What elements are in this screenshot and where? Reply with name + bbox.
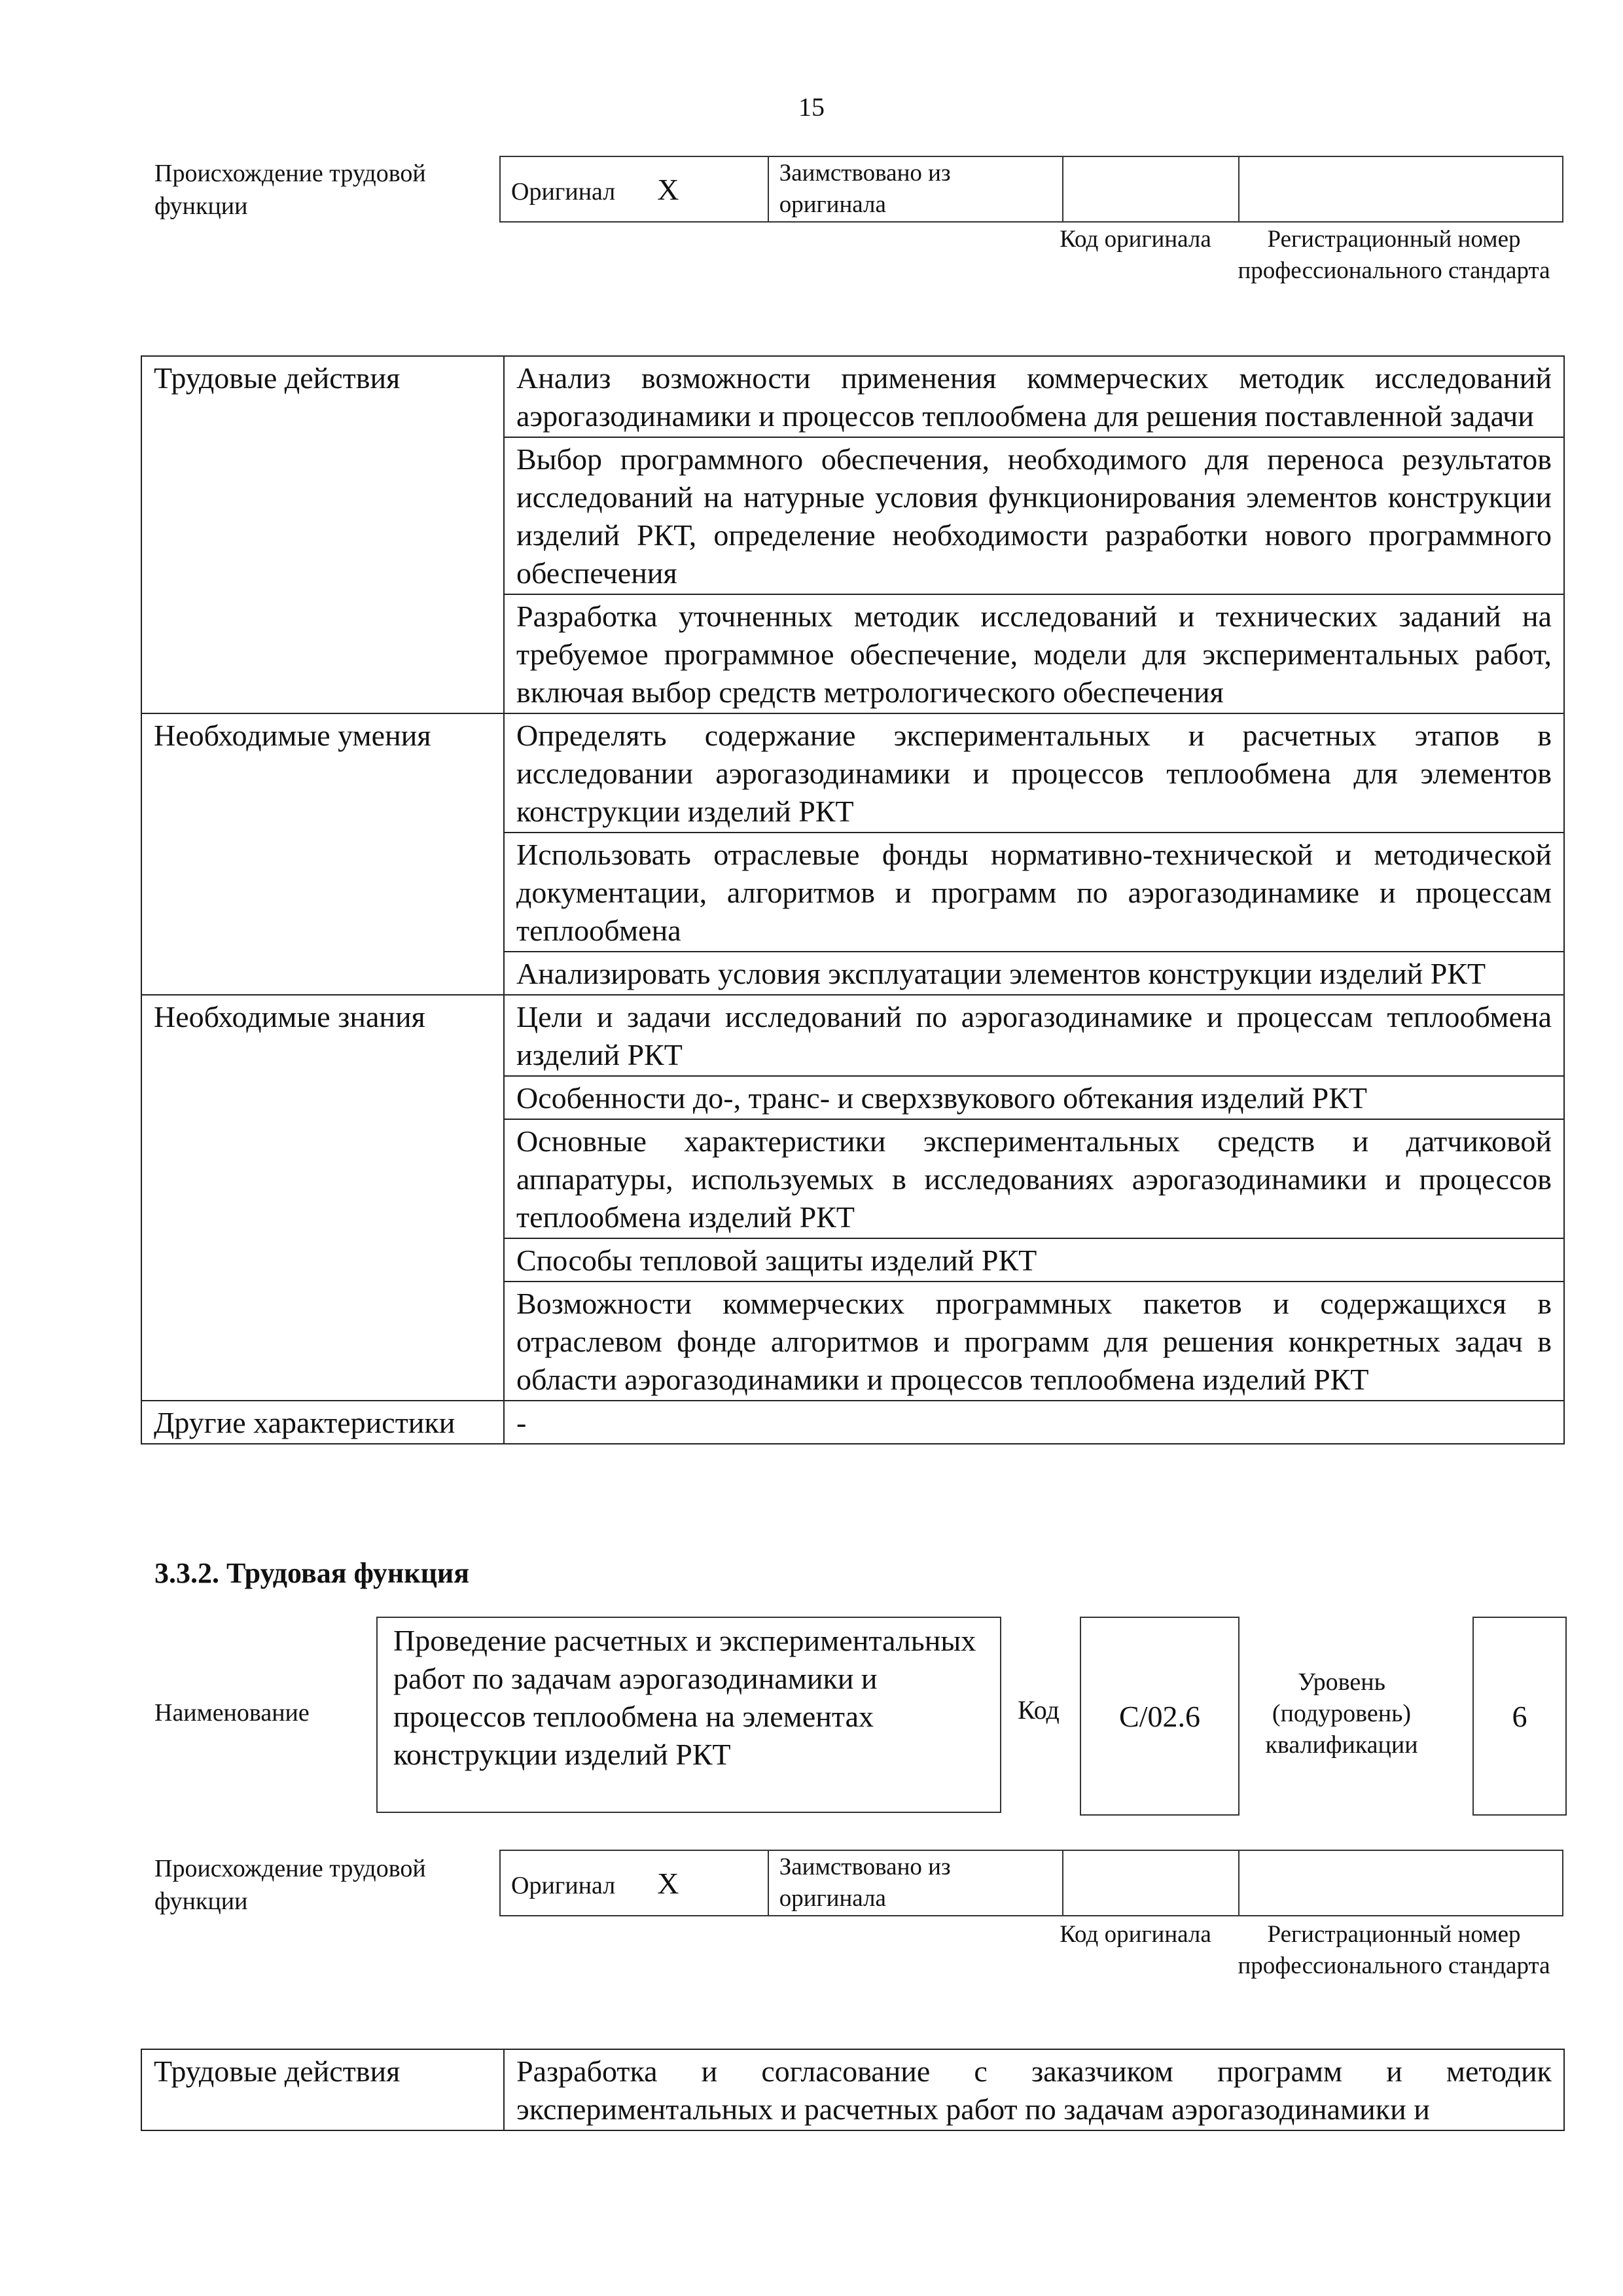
origin-original-cell: [500, 156, 768, 222]
table-row: [141, 356, 1564, 437]
row-head-skills: Необходимые умения: [141, 713, 504, 995]
table-row: [141, 1401, 1564, 1444]
function-name-box: Проведение расчетных и экспериментальных работ по задачам аэрогазодинамики и процессов теплообмена на элементах конструкции изделий РКТ: [376, 1617, 1001, 1813]
action-item: Выбор программного обеспечения, необходимого для переноса результатов исследований на натурные условия функционирования элементов конструкции изделий РКТ, определение необходимости разработки нового программного обеспечения: [504, 437, 1564, 594]
origin-original-label: Оригинал: [511, 1871, 616, 1899]
knowledge-item: Основные характеристики экспериментальных средств и датчиковой аппаратуры, используемых в исследованиях аэрогазодинамики и процессов теплообмена изделий РКТ: [504, 1119, 1564, 1238]
origin-table: [499, 1850, 1563, 1916]
origin-code-caption: Код оригинала: [1060, 226, 1211, 253]
labor-function-table-2: [141, 2049, 1565, 2131]
other-item: -: [504, 1401, 1564, 1444]
page-number: 15: [798, 92, 825, 122]
table-row: [141, 995, 1564, 1076]
origin-reg-caption: Регистрационный номер профессионального стандарта: [1238, 1921, 1550, 1979]
skill-item: Определять содержание экспериментальных и расчетных этапов в исследовании аэрогазодинамики и процессов теплообмена для элементов конструкции изделий РКТ: [504, 713, 1564, 833]
knowledge-item: Особенности до-, транс- и сверхзвукового обтекания изделий РКТ: [504, 1076, 1564, 1119]
name-label: Наименование: [154, 1699, 310, 1727]
row-head-actions: Трудовые действия: [141, 2049, 504, 2130]
knowledge-item: Возможности коммерческих программных пакетов и содержащихся в отраслевом фонде алгоритмов и программ для решения конкретных задач в области аэрогазодинамики и процессов теплообмена изделий РКТ: [504, 1282, 1564, 1401]
row-head-other: Другие характеристики: [141, 1401, 504, 1444]
section-title: 3.3.2. Трудовая функция: [154, 1557, 470, 1589]
skill-item: Использовать отраслевые фонды нормативно-технической и методической документации, алгоритмов и программ по аэрогазодинамике и процессам теплообмена: [504, 833, 1564, 952]
origin-borrowed-label: Заимствовано из оригинала: [768, 156, 1063, 222]
origin-label: Происхождение трудовой функции: [154, 1855, 426, 1915]
origin-table: [499, 156, 1563, 223]
origin-code-caption: Код оригинала: [1060, 1921, 1211, 1948]
origin-reg-cell: [1239, 156, 1563, 222]
table-row: [141, 2049, 1564, 2130]
table-row: [141, 713, 1564, 833]
origin-original-mark: X: [657, 172, 679, 206]
action-item: Анализ возможности применения коммерческих методик исследований аэрогазодинамики и процессов теплообмена для решения поставленной задачи: [504, 356, 1564, 437]
action-item: Разработка уточненных методик исследований и технических заданий на требуемое программное обеспечение, модели для экспериментальных работ, включая выбор средств метрологического обеспечения: [504, 594, 1564, 713]
origin-code-cell: [1063, 1850, 1239, 1916]
function-level-box: 6: [1472, 1617, 1567, 1816]
row-head-knowledge: Необходимые знания: [141, 995, 504, 1401]
labor-function-table: [141, 355, 1565, 1444]
skill-item: Анализировать условия эксплуатации элементов конструкции изделий РКТ: [504, 952, 1564, 995]
origin-reg-cell: [1239, 1850, 1563, 1916]
origin-original-cell: [500, 1850, 768, 1916]
knowledge-item: Способы тепловой защиты изделий РКТ: [504, 1238, 1564, 1282]
origin-code-cell: [1063, 156, 1239, 222]
function-code-box: C/02.6: [1080, 1617, 1240, 1816]
origin-reg-caption: Регистрационный номер профессионального стандарта: [1238, 226, 1550, 284]
action-item: Разработка и согласование с заказчиком программ и методик экспериментальных и расчетных работ по задачам аэрогазодинамики и: [504, 2049, 1564, 2130]
code-label: Код: [1018, 1695, 1060, 1725]
level-label: Уровень (подуровень) квалификации: [1265, 1668, 1418, 1759]
origin-borrowed-label: Заимствовано из оригинала: [768, 1850, 1063, 1916]
origin-label: Происхождение трудовой функции: [154, 160, 426, 220]
row-head-actions: Трудовые действия: [141, 356, 504, 713]
knowledge-item: Цели и задачи исследований по аэрогазодинамике и процессам теплообмена изделий РКТ: [504, 995, 1564, 1076]
origin-original-mark: X: [657, 1866, 679, 1900]
origin-original-label: Оригинал: [511, 177, 616, 206]
